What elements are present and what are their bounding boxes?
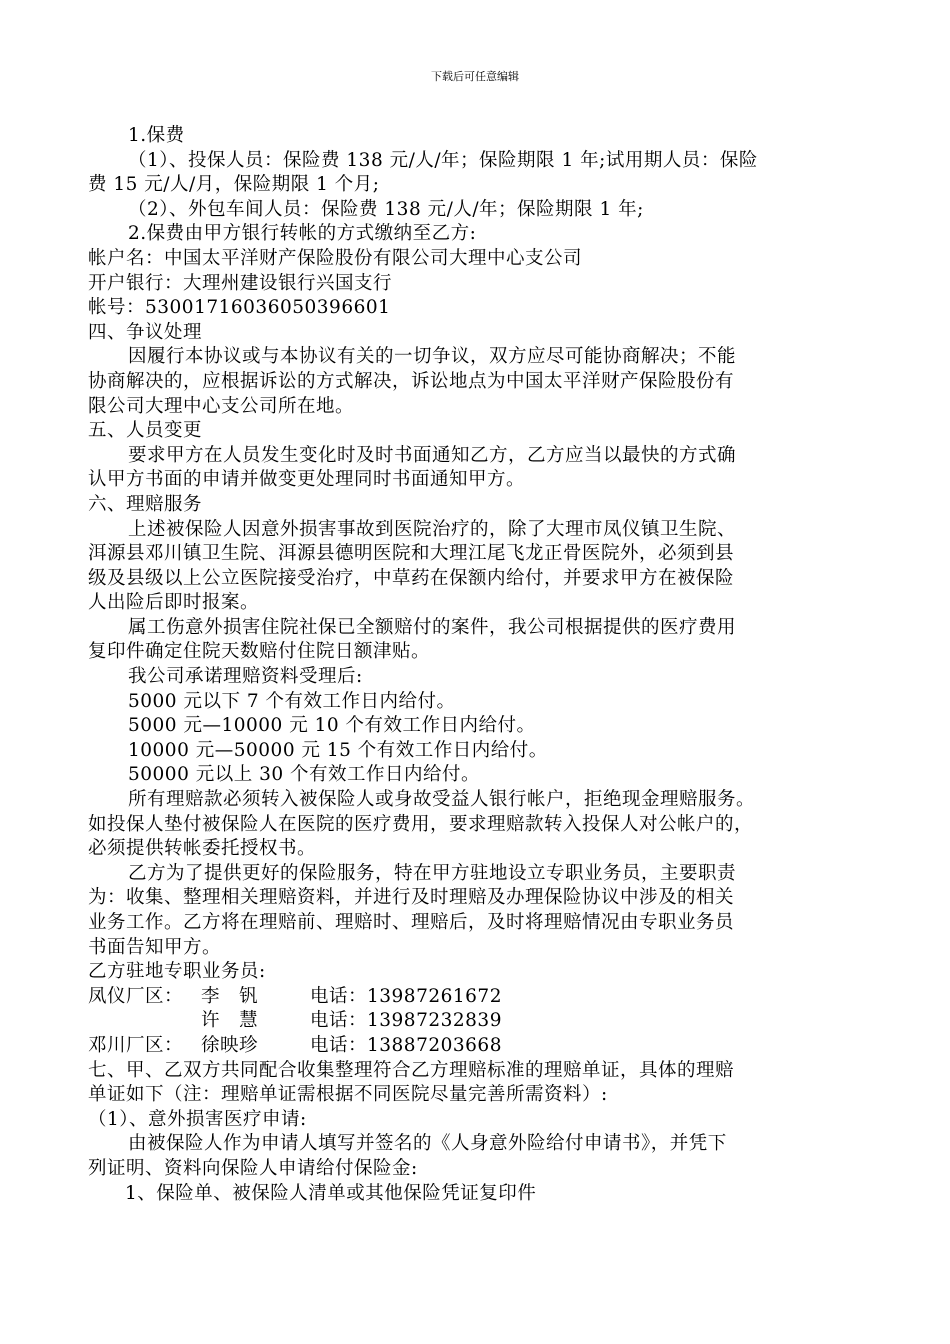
contact-phone: 电话：13987261672 (310, 985, 502, 1007)
contact-region: 凤仪厂区： (88, 985, 184, 1007)
text-line: 开户银行：大理州建设银行兴国支行 (88, 272, 393, 294)
text-line: 5000 元以下 7 个有效工作日内给付。 (128, 690, 456, 712)
text-line: 书面告知甲方。 (88, 936, 222, 958)
contact-phone: 电话：13987232839 (310, 1010, 502, 1032)
contact-name: 许 慧 (201, 1010, 259, 1032)
text-line: 协商解决的，应根据诉讼的方式解决，诉讼地点为中国太平洋财产保险股份有 (88, 370, 735, 392)
contact-row (88, 1009, 878, 1034)
text-line: 5000 元—10000 元 10 个有效工作日内给付。 (128, 715, 536, 737)
contact-region (88, 1009, 201, 1034)
text-line: 认甲方书面的申请并做变更处理同时书面通知甲方。 (88, 469, 526, 491)
text-line: 上述被保险人因意外损害事故到医院治疗的，除了大理市凤仪镇卫生院、 (128, 518, 737, 540)
text-line: 1、保险单、被保险人清单或其他保险凭证复印件 (125, 1182, 537, 1204)
text-line: 帐号：53001716036050396601 (88, 297, 391, 319)
text-line: 50000 元以上 30 个有效工作日内给付。 (128, 764, 481, 786)
text-line: 2.保费由甲方银行转帐的方式缴纳至乙方: (128, 223, 477, 245)
text-line: 必须提供转帐委托授权书。 (88, 838, 317, 860)
text-line: 属工伤意外损害住院社保已全额赔付的案件，我公司根据提供的医疗费用 (128, 616, 737, 638)
contact-name: 李 钒 (201, 985, 259, 1007)
text-line: （1）、投保人员：保险费 138 元/人/年；保险期限 1 年;试用期人员：保险 (128, 149, 758, 171)
text-line: 费 15 元/人/月，保险期限 1 个月; (88, 174, 380, 196)
text-line: 1.保费 (128, 125, 185, 146)
contact-row (88, 985, 878, 1010)
text-line: 乙方为了提供更好的保险服务，特在甲方驻地设立专职业务员，主要职责 (128, 862, 737, 884)
text-line: （1）、意外损害医疗申请: (88, 1108, 307, 1130)
text-line: 复印件确定住院天数赔付住院日额津贴。 (88, 641, 431, 663)
text-line: 业务工作。乙方将在理赔前、理赔时、理赔后，及时将理赔情况由专职业务员 (88, 912, 735, 933)
text-line: 级及县级以上公立医院接受治疗，中草药在保额内给付，并要求甲方在被保险 (88, 567, 735, 589)
text-line: 要求甲方在人员发生变化时及时书面通知乙方，乙方应当以最快的方式确 (128, 444, 737, 466)
text-line: 限公司大理中心支公司所在地。 (88, 395, 355, 417)
contact-name: 徐映珍 (201, 1034, 259, 1056)
text-line: 四、争议处理 (88, 321, 203, 343)
text-line: 由被保险人作为申请人填写并签名的《人身意外险给付申请书》，并凭下 (128, 1133, 727, 1155)
text-line: 帐户名：中国太平洋财产保险股份有限公司大理中心支公司 (88, 247, 583, 269)
text-line: 为：收集、整理相关理赔资料，并进行及时理赔及办理保险协议中涉及的相关 (88, 887, 735, 909)
text-line: 洱源县邓川镇卫生院、洱源县德明医院和大理江尾飞龙正骨医院外，必须到县 (88, 543, 735, 565)
contact-list (88, 985, 878, 1059)
contact-region: 邓川厂区： (88, 1034, 184, 1056)
text-line: （2）、外包车间人员：保险费 138 元/人/年；保险期限 1 年; (128, 198, 644, 220)
contact-phone: 电话：13887203668 (310, 1034, 502, 1056)
contact-row (88, 1034, 878, 1059)
document-body (88, 124, 878, 1206)
text-line: 如投保人垫付被保险人在医院的医疗费用，要求理赔款转入投保人对公帐户的， (88, 813, 754, 835)
text-line: 六、理赔服务 (88, 493, 203, 515)
text-line: 五、人员变更 (88, 420, 203, 442)
text-line: 所有理赔款必须转入被保险人或身故受益人银行帐户，拒绝现金理赔服务。 (128, 789, 756, 811)
text-line: 我公司承诺理赔资料受理后: (128, 666, 363, 688)
text-line: 10000 元—50000 元 15 个有效工作日内给付。 (128, 739, 548, 761)
document-section-2 (88, 1059, 878, 1207)
text-line: 因履行本协议或与本协议有关的一切争议，双方应尽可能协商解决；不能 (128, 346, 737, 368)
text-line: 七、甲、乙双方共同配合收集整理符合乙方理赔标准的理赔单证，具体的理赔 (88, 1059, 735, 1081)
text-line: 人出险后即时报案。 (88, 592, 260, 614)
page-header-note: 下载后可任意编辑 (431, 70, 519, 83)
document-section-1 (88, 124, 878, 985)
text-line: 列证明、资料向保险人申请给付保险金: (88, 1157, 418, 1179)
text-line: 乙方驻地专职业务员: (88, 961, 266, 983)
text-line: 单证如下（注：理赔单证需根据不同医院尽量完善所需资料）: (88, 1084, 608, 1106)
